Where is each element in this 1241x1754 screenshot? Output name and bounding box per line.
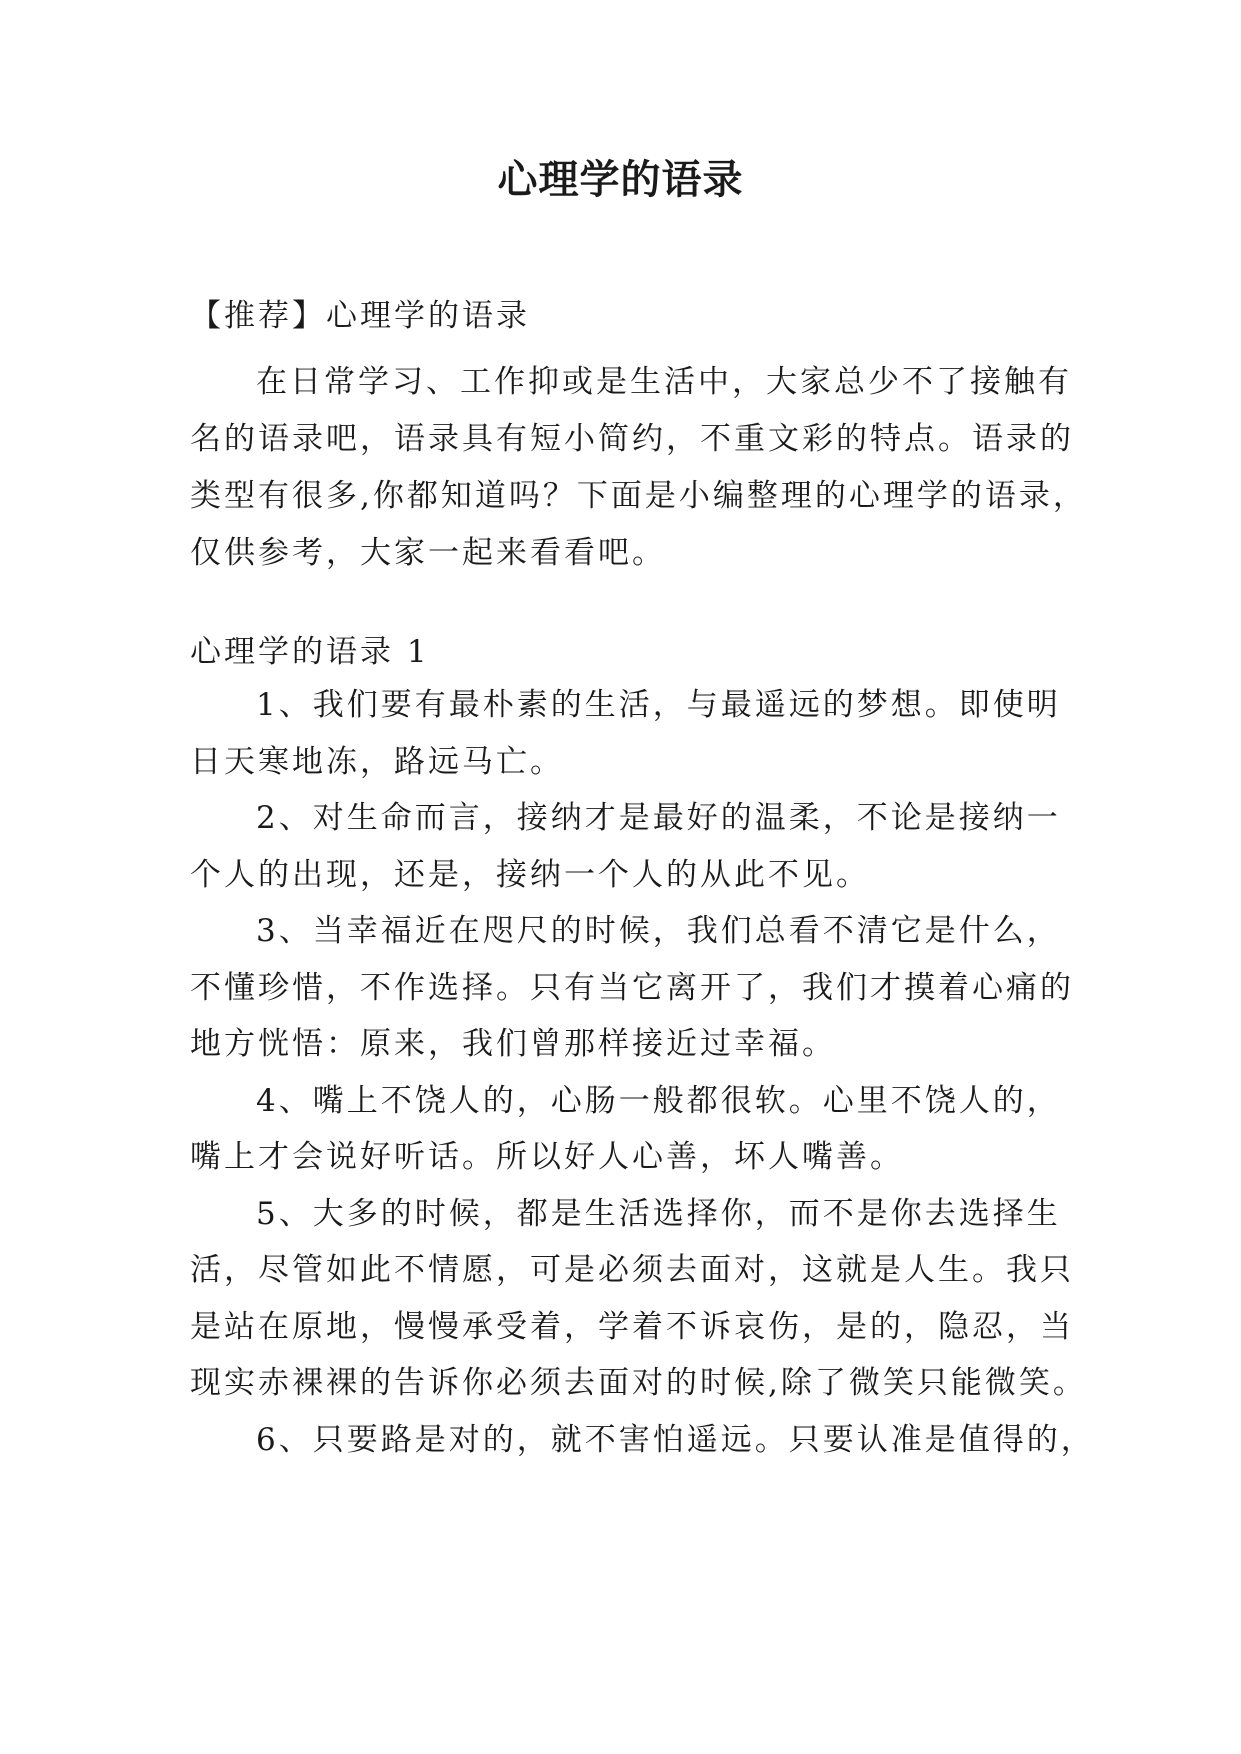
quote-line: 是站在原地，慢慢承受着，学着不诉哀伤，是的，隐忍，当 (190, 1309, 1074, 1345)
quote-line: 日天寒地冻，路远马亡。 (190, 744, 564, 780)
quote-line: 6、只要路是对的，就不害怕遥远。只要认准是值得的， (256, 1422, 1095, 1458)
quote-line: 4、嘴上不饶人的，心肠一般都很软。心里不饶人的， (256, 1083, 1061, 1119)
intro-line: 仅供参考，大家一起来看看吧。 (190, 535, 666, 571)
quote-line: 现实赤裸裸的告诉你必须去面对的时候,除了微笑只能微笑。 (190, 1365, 1087, 1401)
quote-line: 个人的出现，还是，接纳一个人的从此不见。 (190, 857, 870, 893)
subtitle: 【推荐】心理学的语录 (190, 298, 530, 334)
quote-line: 2、对生命而言，接纳才是最好的温柔，不论是接纳一 (256, 800, 1061, 836)
quote-line: 活，尽管如此不情愿，可是必须去面对，这就是人生。我只 (190, 1252, 1074, 1288)
quote-line: 5、大多的时候，都是生活选择你，而不是你去选择生 (256, 1196, 1061, 1232)
quote-line: 嘴上才会说好听话。所以好人心善，坏人嘴善。 (190, 1139, 904, 1175)
intro-line: 名的语录吧，语录具有短小简约，不重文彩的特点。语录的 (190, 421, 1074, 457)
section-heading: 心理学的语录 1 (190, 634, 430, 670)
intro-line: 在日常学习、工作抑或是生活中，大家总少不了接触有 (256, 364, 1072, 400)
quote-line: 不懂珍惜，不作选择。只有当它离开了，我们才摸着心痛的 (190, 970, 1074, 1006)
intro-line: 类型有很多,你都知道吗？下面是小编整理的心理学的语录， (190, 478, 1087, 514)
quote-line: 3、当幸福近在咫尺的时候，我们总看不清它是什么， (256, 913, 1061, 949)
quote-line: 1、我们要有最朴素的生活，与最遥远的梦想。即使明 (256, 687, 1061, 723)
quote-line: 地方恍悟：原来，我们曾那样接近过幸福。 (190, 1026, 836, 1062)
page-title: 心理学的语录 (497, 157, 744, 203)
